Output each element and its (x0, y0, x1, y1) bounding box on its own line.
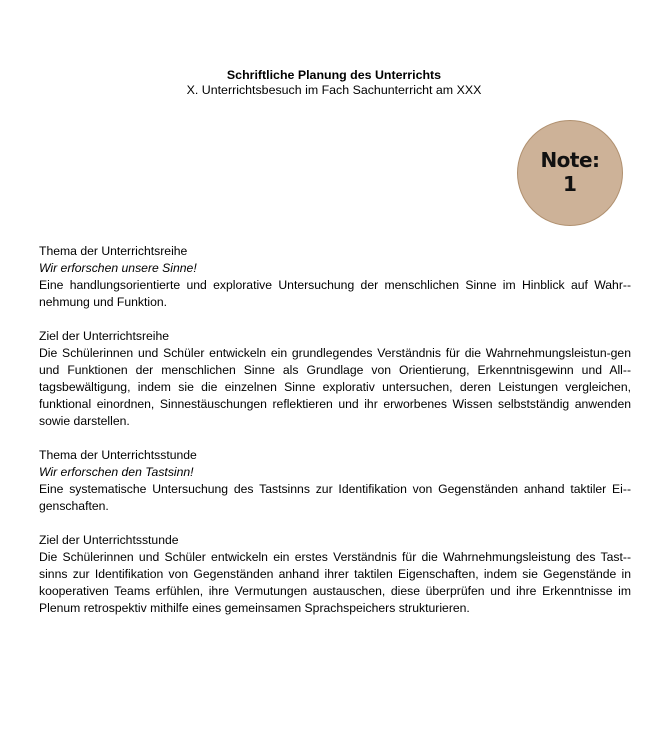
section-ziel-reihe (39, 328, 631, 430)
section-text: Eine handlungsorientierte und explorative Untersuchung der menschlichen Sinne im Hinblick auf Wahr-nehmung und Funktion. (39, 278, 631, 309)
document-title: Schriftliche Planung des Unterrichts (226, 68, 442, 82)
section-thema-reihe (39, 243, 631, 311)
section-motto: Wir erforschen den Tastsinn! (39, 465, 194, 479)
section-ziel-stunde (39, 532, 631, 617)
document-header (0, 68, 668, 98)
document-body (39, 243, 631, 634)
section-motto: Wir erforschen unsere Sinne! (39, 261, 197, 275)
section-thema-stunde (39, 447, 631, 515)
section-heading: Ziel der Unterrichtsreihe (39, 329, 170, 343)
section-heading: Thema der Unterrichtsstunde (39, 448, 197, 462)
section-heading: Ziel der Unterrichtsstunde (39, 533, 179, 547)
section-text: Eine systematische Untersuchung des Tastsinns zur Identifikation von Gegenständen anhand taktiler Ei-genschaften. (39, 482, 631, 513)
section-text: Die Schülerinnen und Schüler entwickeln ein erstes Verständnis für die Wahrnehmungsleistung des Tast-sinns zur Identifikation von Gegenständen anhand ihrer taktilen Eigenschaften, indem sie Gegenstände in kooperativen Teams erfühlen, ihre Vermutungen austauschen, diese überprüfen und ihre Erkenntnisse im Plenum retrospektiv mithilfe eines gemeinsamen Sprachspeichers strukturieren. (39, 550, 631, 615)
section-heading: Thema der Unterrichtsreihe (39, 244, 188, 258)
grade-value: 1 (563, 172, 577, 196)
document-subtitle: X. Unterrichtsbesuch im Fach Sachunterricht am XXX (186, 83, 482, 97)
grade-badge (517, 120, 623, 226)
grade-label: Note: (540, 148, 600, 172)
section-text: Die Schülerinnen und Schüler entwickeln ein grundlegendes Verständnis für die Wahrnehmungsleistun-gen und Funktionen der menschlichen Sinne als Grundlage von Orientierung, Erkenntnisgewinn und All-tagsbewältigung, indem sie die einzelnen Sinne explorativ untersuchen, deren Leistungen vergleichen, funktional einordnen, Sinnestäuschungen reflektieren und ihr erworbenes Wissen selbstständig anwenden sowie darstellen. (39, 346, 631, 428)
